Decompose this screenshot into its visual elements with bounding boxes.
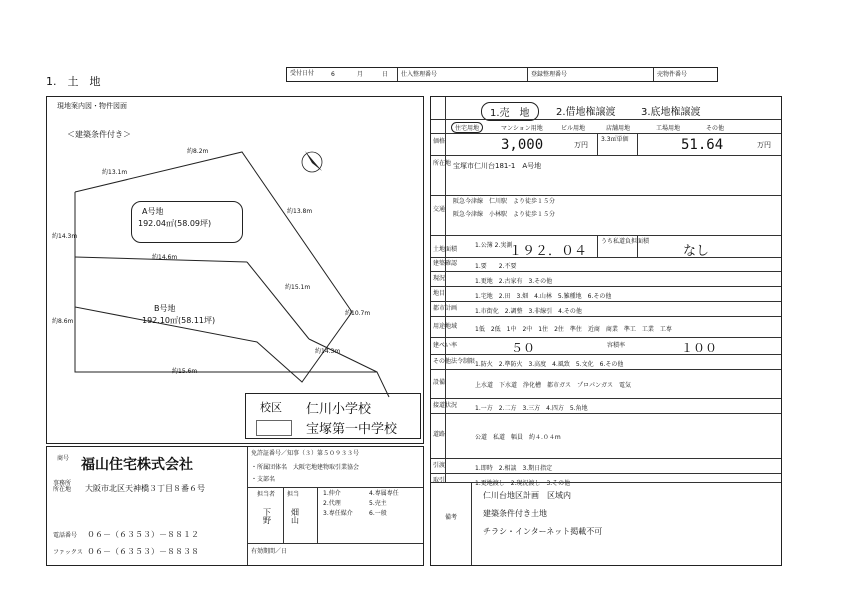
land-area-label: 土地面積 bbox=[433, 246, 458, 253]
price-value: 3,000 bbox=[501, 137, 544, 153]
dim-label: 約13.8m bbox=[287, 208, 313, 215]
office-address-label: 事務所所在地 bbox=[53, 480, 72, 493]
remark-line: チラシ・インターネット掲載不可 bbox=[483, 527, 603, 536]
detail-row bbox=[431, 399, 781, 414]
fax-number: ０６－（６３５３）－８８３８ bbox=[87, 547, 199, 556]
lot-a-area: 192.04㎡(58.09坪) bbox=[138, 219, 212, 228]
tsubo-price-unit: 万円 bbox=[757, 141, 771, 149]
dim-label: 約14.3m bbox=[52, 233, 78, 240]
row-label: その他法令制限 bbox=[433, 358, 476, 365]
row-label: 接道状況 bbox=[433, 402, 458, 409]
lot-a-name: A号地 bbox=[142, 207, 164, 216]
map-panel bbox=[46, 96, 424, 444]
row-value: 1.更地 2.古家有 3.その他 bbox=[475, 278, 553, 285]
association: ・所属団体名 大阪宅地建物取引業協会 bbox=[251, 464, 360, 471]
dim-label: 約14.6m bbox=[152, 254, 178, 261]
row-value: 1低 2低 1中 2中 1住 2住 準住 近商 商業 準工 工業 工専 bbox=[475, 326, 672, 333]
kind-option-sale: 1.売 地 bbox=[481, 102, 539, 121]
detail-row bbox=[431, 459, 781, 474]
school-building-icon bbox=[256, 420, 292, 436]
row-value: 公道 私道 幅員 約４.０４m bbox=[475, 434, 561, 441]
detail-row bbox=[431, 272, 781, 287]
location-value: 宝塚市仁川台181-1 A号地 bbox=[453, 162, 542, 170]
detail-row bbox=[431, 302, 781, 317]
dim-label: 約8.2m bbox=[187, 148, 209, 155]
row-value: 上水道 下水道 浄化槽 都市ガス プロパンガス 電気 bbox=[475, 382, 632, 389]
row-label: 現況 bbox=[433, 275, 446, 282]
detail-row bbox=[431, 414, 781, 459]
school-label: 校区 bbox=[260, 401, 282, 414]
term-option: 3.専任媒介 bbox=[323, 510, 353, 517]
dim-label: 約13.1m bbox=[102, 169, 128, 176]
term-option: 4.専属専任 bbox=[369, 490, 399, 497]
term-option: 6.一般 bbox=[369, 510, 387, 517]
row-label: 容積率 bbox=[607, 342, 626, 349]
map-caption: 現地案内図・物件図面 bbox=[57, 102, 127, 110]
row-value: 1.即時 2.相談 3.期日指定 bbox=[475, 465, 553, 472]
private-road-value: なし bbox=[683, 244, 710, 259]
lot-b-area: 192.10㎡(58.11坪) bbox=[142, 316, 216, 325]
row-label: 建築確認 bbox=[433, 260, 458, 267]
detail-row bbox=[431, 338, 781, 355]
land-area-type: 1.公簿 2.実測 bbox=[475, 242, 513, 249]
usage-option: 住宅用地 bbox=[451, 122, 483, 133]
tel-label: 電話番号 bbox=[53, 532, 78, 539]
row-label: 地目 bbox=[433, 290, 446, 297]
detail-row bbox=[431, 370, 781, 399]
usage-option: マンション用地 bbox=[501, 125, 543, 132]
detail-form bbox=[430, 96, 782, 566]
lot-plan-drawing bbox=[47, 97, 423, 443]
detail-row bbox=[431, 317, 781, 338]
row-label: 引渡 bbox=[433, 462, 446, 469]
building-condition: ＜建築条件付き＞ bbox=[67, 130, 131, 139]
day-label: 日 bbox=[382, 71, 389, 78]
detail-row bbox=[431, 257, 781, 272]
tsubo-price-label: 3.3㎡単価 bbox=[601, 136, 629, 143]
row-label: 設備 bbox=[433, 379, 446, 386]
detail-rows bbox=[431, 257, 781, 488]
price-label: 価格 bbox=[433, 138, 446, 145]
row-label: 道路 bbox=[433, 431, 446, 438]
row-value: 1.防火 2.準防火 3.高度 4.風致 5.文化 6.その他 bbox=[475, 361, 624, 368]
term-option: 2.代理 bbox=[323, 500, 341, 507]
access-label: 交通 bbox=[433, 206, 446, 213]
remarks-label: 備考 bbox=[445, 514, 458, 521]
received-month: 6 bbox=[331, 71, 335, 78]
floor-area-ratio-value: １００ bbox=[681, 341, 718, 355]
private-road-label: うち私道負担面積 bbox=[601, 238, 650, 245]
staff-name: 下野 bbox=[263, 508, 271, 525]
property-number-label: 売物件番号 bbox=[657, 71, 688, 78]
row-value: 1.市街化 2.調整 3.非線引 4.その他 bbox=[475, 308, 582, 315]
term-option: 5.売主 bbox=[369, 500, 387, 507]
kind-option-landright: 3.底地権譲渡 bbox=[641, 107, 701, 118]
usage-option: その他 bbox=[706, 125, 725, 132]
term-option: 1.仲介 bbox=[323, 490, 341, 497]
building-coverage-value: ５０ bbox=[511, 341, 536, 355]
registration-number-label: 登録整理番号 bbox=[531, 71, 568, 78]
kind-option-leasehold: 2.借地権譲渡 bbox=[556, 107, 616, 118]
row-value: 1.宅地 2.田 3.畑 4.山林 5.雑種地 6.その他 bbox=[475, 293, 612, 300]
tsubo-price-value: 51.64 bbox=[681, 137, 724, 153]
purchase-number-label: 仕入整理番号 bbox=[401, 71, 438, 78]
section-title: 1. 土 地 bbox=[46, 75, 101, 88]
usage-option: ビル用地 bbox=[561, 125, 586, 132]
detail-row bbox=[431, 355, 781, 370]
row-value: 1.更地渡し 2.現況渡し 3.その他 bbox=[475, 480, 571, 487]
location-label: 所在地 bbox=[433, 160, 452, 167]
detail-row bbox=[431, 287, 781, 302]
dim-label: 約14.3m bbox=[315, 348, 341, 355]
junior-high-school: 宝塚第一中学校 bbox=[306, 422, 398, 437]
row-label: 用途地域 bbox=[433, 323, 458, 330]
remark-line: 建築条件付き土地 bbox=[483, 509, 547, 518]
lot-b-name: B号地 bbox=[154, 304, 176, 313]
dim-label: 約10.7m bbox=[345, 310, 371, 317]
company-name-label: 商号 bbox=[57, 455, 70, 462]
row-value: 1.要 2.不要 bbox=[475, 263, 517, 270]
dim-label: 約15.6m bbox=[172, 368, 198, 375]
office-address: 大阪市北区天神橋３丁目８番６号 bbox=[85, 484, 205, 493]
row-label: 取引 bbox=[433, 477, 446, 484]
fax-label: ファックス bbox=[53, 549, 83, 556]
land-area-value: １９２．０４ bbox=[509, 244, 588, 259]
school-district-box bbox=[245, 393, 421, 439]
validity-label: 有効期間／日 bbox=[251, 548, 288, 555]
row-label: 都市計画 bbox=[433, 305, 458, 312]
row-value: 1.一方 2.二方 3.三方 4.四方 5.角地 bbox=[475, 405, 588, 412]
month-label: 月 bbox=[357, 71, 364, 78]
access-line-1: 阪急今津線 仁川駅 より徒歩１５分 bbox=[453, 198, 556, 205]
elementary-school: 仁川小学校 bbox=[306, 402, 372, 417]
access-line-2: 阪急今津線 小林駅 より徒歩１５分 bbox=[453, 211, 556, 218]
staff-name-2: 畑山 bbox=[291, 508, 299, 525]
row-label: 建ぺい率 bbox=[433, 342, 458, 349]
top-header-row bbox=[286, 67, 718, 82]
staff-label-2: 担当 bbox=[287, 491, 300, 498]
price-unit: 万円 bbox=[574, 141, 588, 149]
dim-label: 約15.1m bbox=[285, 284, 311, 291]
branch: ・支部名 bbox=[251, 476, 276, 483]
lot-a-label bbox=[131, 201, 243, 243]
remark-line: 仁川台地区計画 区域内 bbox=[483, 491, 571, 500]
license-number: 免許証番号／知事（３）第５０９３３号 bbox=[251, 450, 360, 457]
staff-label: 担当者 bbox=[257, 491, 276, 498]
tel-number: ０６－（６３５３）－８８１２ bbox=[87, 530, 199, 539]
detail-row bbox=[431, 474, 781, 488]
received-date-label: 受付日付 bbox=[290, 70, 315, 77]
usage-option: 工場用地 bbox=[656, 125, 681, 132]
dim-label: 約8.6m bbox=[52, 318, 74, 325]
usage-option: 店舗用地 bbox=[606, 125, 631, 132]
company-panel bbox=[46, 446, 424, 566]
lot-b-label bbox=[142, 305, 215, 325]
company-name: 福山住宅株式会社 bbox=[81, 457, 193, 473]
